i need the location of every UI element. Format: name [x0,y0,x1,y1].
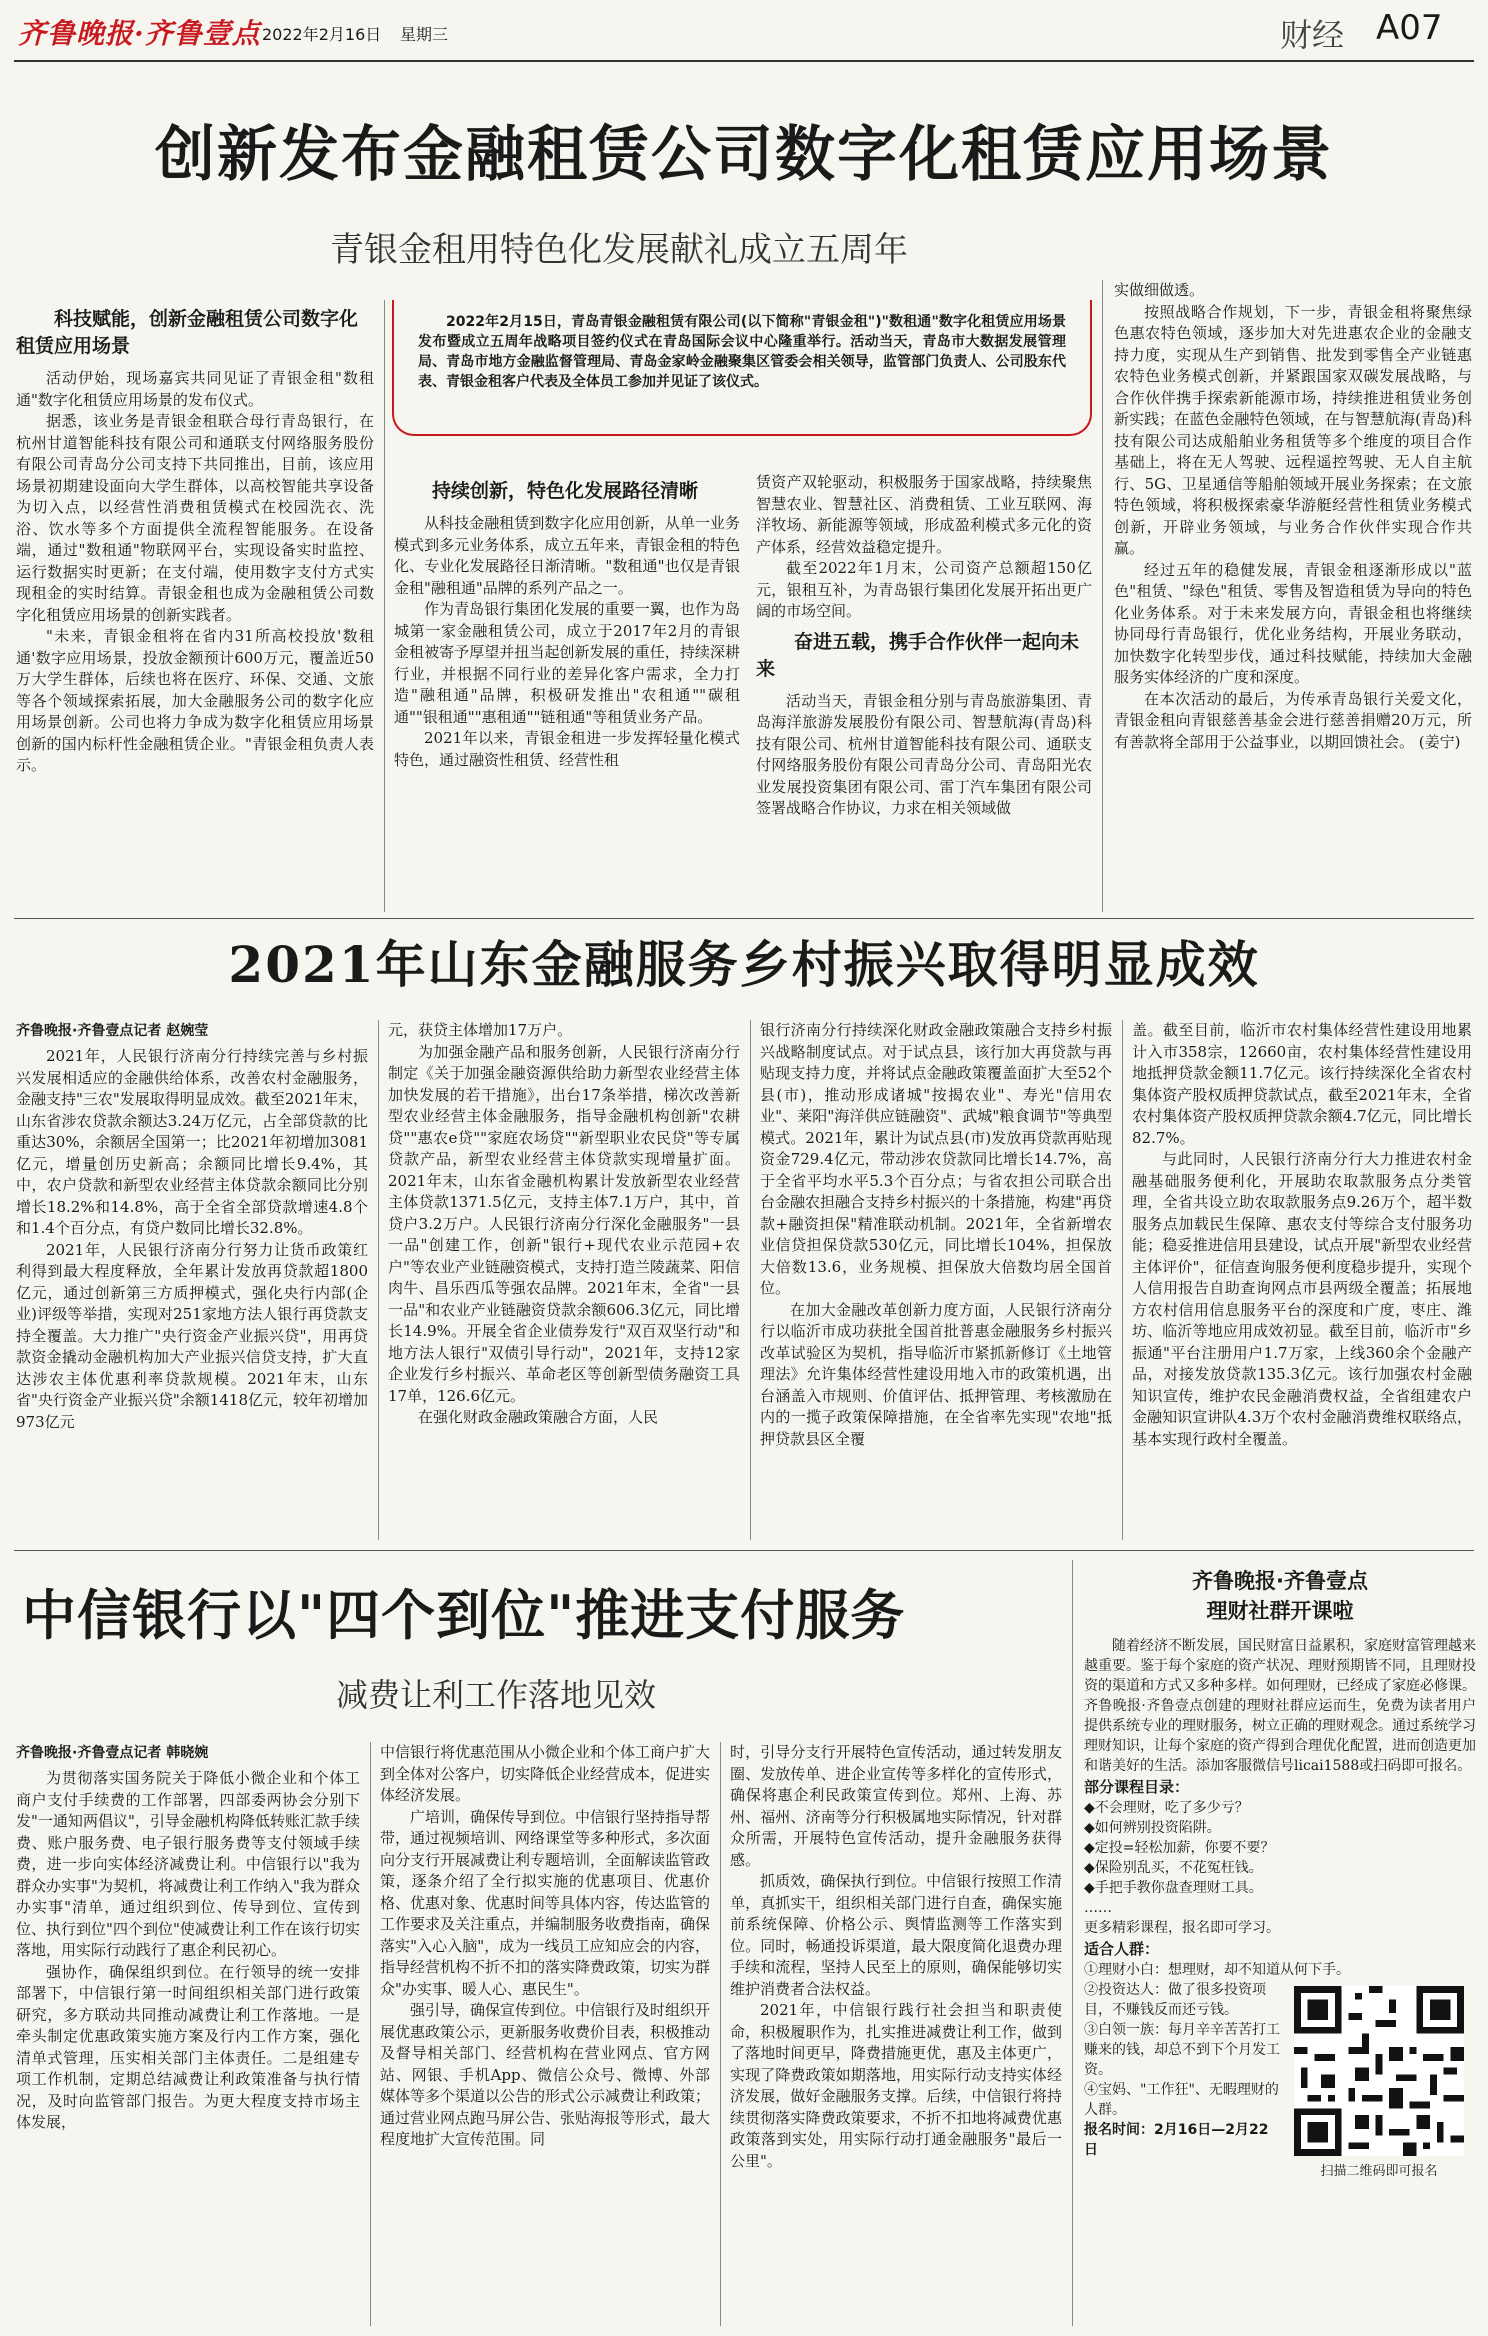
paragraph: 据悉，该业务是青银金租联合母行青岛银行，在杭州甘道智能科技有限公司和通联支付网络服务股份有限公司青岛分公司支持下共同推出，目前，该应用场景初期建设面向大学生群体，以高校智能共享设备为切入点，以经营性消费租赁模式在校园洗衣、洗浴、饮水等多个方面提供全流程智能服务。在设备端，通过"数租通"物联网平台，实现设备实时监控、运行数据实时更新；在支付端，使用数字支付方式实现租金的实时结算。青银金租也成为金融租赁公司数字化租赁应用场景的创新实践者。 [16,412,374,624]
paragraph: 抓质效，确保执行到位。中信银行按照工作清单，真抓实干，组织相关部门进行自查，确保实施前系统保障、价格公示、舆情监测等工作落实到位。同时，畅通投诉渠道，最大限度简化退费办理手续和流程，坚持人民至上的原则，确保能够切实维护消费者合法权益。 [730,1872,1062,1998]
section-name: 财经 [1280,16,1345,54]
course-item: ◆手把手教你盘查理财工具。 [1084,1880,1263,1896]
paragraph: 从科技金融租赁到数字化应用创新，从单一业务模式到多元业务体系，成立五年来，青银金租的特色化、专业化发展路径日渐清晰。"数租通"也仅是青银金租"融租通"品牌的系列产品之一。 [394,514,740,597]
sidebar-intro: 随着经济不断发展，国民财富日益累积，家庭财富管理越来越重要。鉴于每个家庭的资产状况、理财预期皆不同，且理财投资的渠道和方式又多种多样。如何理财，已经成了家庭必修课。齐鲁晚报·齐鲁壹点创建的理财社群应运而生，免费为读者用户提供系统专业的理财服务，树立正确的理财观念。通过系统学习理财知识，让每个家庭的资产得到合理优化配置，进而创造更加和谐美好的生活。添加客服微信号licai1588或扫码即可报名。 [1084,1638,1476,1774]
article1-col2-subhead: 持续创新，特色化发展路径清晰 [432,480,699,502]
paragraph: 2021年，人民银行济南分行持续完善与乡村振兴发展相适应的金融供给体系，改善农村金融服务，金融支持"三农"发展取得明显成效。截至2021年末，山东省涉农贷款余额达3.24万亿元，占全部贷款的比重达30%，余额居全国第一；比2021年初增加3081亿元，增量创历史新高；余额同比增长9.4%，其中，农户贷款和新型农业经营主体贷款余额同比分别增长18.2%和14.8%，高于全省全部贷款增速4.8个和1.4个百分点，有贷户数同比增长32.8%。 [16,1047,368,1237]
article2-col3 [760,1020,1112,1540]
paragraph: 时，引导分支行开展特色宣传活动，通过转发朋友圈、发放传单、进企业宣传等多样化的宣传形式，确保将惠企利民政策宣传到位。郑州、上海、苏州、福州、济南等分行积极属地实际情况，针对群众所需，开展特色宣传活动，提升金融服务获得感。 [730,1743,1062,1869]
paragraph: 实做细做透。 [1114,281,1205,299]
masthead-logo: 齐鲁晚报·齐鲁壹点 [18,17,261,50]
article1-subheadline: 青银金租用特色化发展献礼成立五周年 [330,230,908,270]
paragraph: 广培训，确保传导到位。中信银行坚持指导帮带，通过视频培训、网络课堂等多种形式，多次面向分支行开展减费让利专题培训，全面解读监管政策，逐条介绍了全行拟实施的优惠项目、优惠价格、优惠对象、优惠时间等具体内容，传达监管的工作要求及关注重点，并编制服务收费指南，确保落实"入心入脑"，成为一线员工应知应会的内容，指导经营机构不折不扣的落实降费政策，切实为群众"办实事、暖人心、惠民生"。 [380,1807,710,1998]
article1-col2 [394,472,740,912]
article3-col2 [380,1742,710,2326]
page-number: A07 [1376,8,1443,48]
article3-col3 [730,1742,1062,2326]
course-item: ◆保险别乱买，不花冤枉钱。 [1084,1860,1263,1876]
course-item: ◆定投=轻松加薪，你要不要？ [1084,1840,1275,1856]
paragraph: 活动当天，青银金租分别与青岛旅游集团、青岛海洋旅游发展股份有限公司、智慧航海(青岛)科技有限公司、杭州甘道智能科技有限公司、通联支付网络服务股份有限公司青岛分公司、青岛阳光农业发展投资集团有限公司、雷丁汽车集团有限公司签署战略合作协议，力求在相关领域做 [756,691,1092,817]
article2-headline: 2021年山东金融服务乡村振兴取得明显成效 [228,935,1260,994]
paragraph: 经过五年的稳健发展，青银金租逐渐形成以"蓝色"租赁、"绿色"租赁、零售及智造租赁为导向的特色化业务体系。对于未来发展方向，青银金租也将继续协同母行青岛银行，优化业务结构，开展业务联动，加快数字化转型步伐，通过科技赋能，持续加大金融服务实体经济的广度和深度。 [1114,560,1472,686]
sidebar-ellipsis: …… [1084,1900,1112,1916]
masthead-weekday: 星期三 [400,25,449,44]
article1-col3-subhead: 奋进五载，携手合作伙伴一起向未来 [756,630,1080,680]
paragraph: 与此同时，人民银行济南分行大力推进农村金融基础服务便利化，开展助农取款服务点分类管理，全省共设立助农取款服务点9.26万个，超半数服务点加载民生保障、惠农支付等综合支付服务功能；稳妥推进信用县建设，试点开展"新型农业经营主体评价"，征信查询服务便利度稳步提升，实现个人信用报告自助查询网点市县两级全覆盖；拓展地方农村信用信息服务平台的深度和广度，枣庄、潍坊、临沂等地应用成效初显。截至目前，临沂市"乡振通"平台注册用户1.7万家，上线360余个金融产品，对接发放贷款135.3亿元。该行加强农村金融知识宣传，维护农民金融消费权益，全省组建农户金融知识宣讲队4.3万个农村金融消费维权联络点，基本实现行政村全覆盖。 [1132,1150,1472,1448]
paragraph: 元，获贷主体增加17万户。 [388,1021,573,1039]
paragraph: 按照战略合作规划，下一步，青银金租将聚焦绿色惠农特色领域，逐步加大对先进惠农企业的金融支持力度，实现从生产到销售、批发到零售全产业链惠农特色业务模式创新，并紧跟国家双碳发展战略，与合作伙伴携手探索新能源市场，持续推进租赁业务创新实践；在蓝色金融特色领域，在与智慧航海(青岛)科技有限公司达成船舶业务租赁等多个维度的项目合作基础上，将在无人驾驶、远程遥控驾驶、无人自主航行、5G、卫星通信等船舶领域开展业务探索；在文旅特色领域，将积极探索豪华游艇经营性租赁业务模式创新，开辟业务领域，与业务合作伙伴实现合作共赢。 [1114,302,1472,557]
paragraph: 2021年以来，青银金租进一步发挥轻量化模式特色，通过融资性租赁、经营性租 [394,729,740,769]
audience-item: ③白领一族：每月辛辛苦苦打工赚来的钱，却总不到下个月发工资。 [1084,2022,1280,2078]
sidebar-box [1084,1566,1476,2328]
qr-caption: 扫描二维码即可报名 [1320,2164,1438,2179]
article2-col2 [388,1020,740,1540]
qr-code[interactable] [1294,1986,1464,2156]
paragraph: 活动伊始，现场嘉宾共同见证了青银金租"数租通"数字化租赁应用场景的发布仪式。 [16,369,374,409]
article1-col4 [1114,280,1472,912]
course-item: ◆不会理财，吃了多少亏？ [1084,1800,1249,1816]
article3-subheadline: 减费让利工作落地见效 [336,1676,657,1714]
paragraph: 2021年，中信银行践行社会担当和职责使命，积极履职作为，扎实推进减费让利工作，做到了落地时间更早，降费措施更优，惠及主体更广，实现了降费政策如期落地，用实际行动支持实体经济发展，做好金融服务支撑。后续，中信银行将持续贯彻落实降费政策要求，不折不扣地将减费优惠政策落到实处，用实际行动打通金融服务"最后一公里"。 [730,2001,1062,2170]
audience-item: ①理财小白：想理财，却不知道从何下手。 [1084,1962,1350,1978]
paragraph: 2021年，人民银行济南分行努力让货币政策红利得到最大程度释放，全年累计发放再贷款超1800亿元，通过创新第三方质押模式，强化央行内部(企业)评级等举措，实现对251家地方法人银行再贷款支持全覆盖。大力推广"央行资金产业振兴贷"，用再贷款资金撬动金融机构加大产业振兴信贷支持，扩大直达涉农主体优惠利率贷款规模。2021年末，山东省"央行资金产业振兴贷"余额1418亿元，较年初增加973亿元 [16,1240,368,1431]
article3-byline: 齐鲁晚报·齐鲁壹点记者 韩晓婉 [16,1745,209,1761]
paragraph: "未来，青银金租将在省内31所高校投放'数租通'数字应用场景，投放金额预计600万元，覆盖近50万大学生群体，后续也将在医疗、环保、交通、文旅等各个领域探索拓展，加大金融服务公司的数字化应用场景创新。公司也将力争成为数字化租赁应用场景创新的国内标杆性金融租赁企业。"青银金租负责人表示。 [16,627,374,774]
paragraph: 盖。截至目前，临沂市农村集体经营性建设用地累计入市358宗，12660亩，农村集体经营性建设用地抵押贷款金额11.7亿元。该行持续深化全省农村集体资产股权质押贷款试点，截至2021年末，全省农村集体资产股权质押贷款余额4.7亿元，同比增长82.7%。 [1132,1021,1472,1147]
masthead-rule [14,60,1474,62]
article3-col1 [16,1742,360,2326]
article1-headline: 创新发布金融租赁公司数字化租赁应用场景 [155,120,1333,190]
course-item: ◆如何辨别投资陷阱。 [1084,1820,1221,1836]
paragraph: 银行济南分行持续深化财政金融政策融合支持乡村振兴战略制度试点。对于试点县，该行加大再贷款与再贴现支持力度，并将试点金融政策覆盖面扩大至52个县(市)，推动形成诸城"按揭农业"、寿光"信用农业"、莱阳"海洋供应链融资"、武城"粮食调节"等典型模式。2021年，累计为试点县(市)发放再贷款再贴现资金729.4亿元，带动涉农贷款同比增长14.7%，高于全省平均水平5.3个百分点；与省农担公司联合出台金融农担融合支持乡村振兴的十条措施，构建"再贷款+融资担保"精准联动机制。2021年，全省新增农业信贷担保贷款530亿元，同比增长104%，担保放大倍数13.6，业务规模、担保放大倍数均居全国首位。 [760,1021,1112,1297]
paragraph: 截至2022年1月末，公司资产总额超150亿元，银租互补，为青岛银行集团化发展开拓出更广阔的市场空间。 [756,559,1092,620]
audience-item: ②投资达人：做了很多投资项目，不赚钱反而还亏钱。 [1084,1982,1266,2018]
paragraph: 赁资产双轮驱动，积极服务于国家战略，持续聚焦智慧农业、智慧社区、消费租赁、工业互联网、海洋牧场、新能源等领域，形成盈利模式多元化的资产体系，经营效益稳定提升。 [756,473,1092,556]
sidebar-signup: 报名时间：2月16日—2月22日 [1084,2122,1269,2158]
sidebar-courses-title: 部分课程目录： [1084,1778,1190,1796]
masthead-date: 2022年2月16日 [262,25,382,44]
sidebar-title1: 齐鲁晚报·齐鲁壹点 [1192,1569,1368,1593]
paragraph: 作为青岛银行集团化发展的重要一翼，也作为岛城第一家金融租赁公司，成立于2017年2月的青银金租被寄予厚望并扭当起创新发展的重任，持续深耕行业，并根据不同行业的差异化客户需求，全力打造"融租通"品牌，积极研发推出"农租通""碳租通""银租通""惠租通""链租通"等租赁业务产品。 [394,600,740,726]
paragraph: 为贯彻落实国务院关于降低小微企业和个体工商户支付手续费的工作部署，四部委两协会分别下发"一通知两倡议"，引导金融机构降低转账汇款手续费、账户服务费、电子银行服务费等支付领域手续费，进一步向实体经济减费让利。中信银行以"我为群众办实事"为契机，将减费让利工作纳入"我为群众办实事"清单，通过组织到位、传导到位、宣传到位、执行到位"四个到位"使减费让利工作在该行切实落地，用实际行动践行了惠企利民初心。 [16,1769,360,1959]
paragraph: 在强化财政金融政策融合方面，人民 [418,1408,659,1426]
sidebar-title2: 理财社群开课啦 [1206,1599,1354,1623]
paragraph: 强引导，确保宣传到位。中信银行及时组织开展优惠政策公示，更新服务收费价目表，积极推动及督导相关部门、经营机构在营业网点、官方网站、网银、手机App、微信公众号、微博、外部媒体等多个渠道以公告的形式公示减费让利政策；通过营业网点跑马屏公告、张贴海报等形式，最大程度地扩大宣传范围。同 [380,2001,710,2148]
audience-item: ④宝妈、"工作狂"、无暇理财的人群。 [1084,2082,1279,2118]
article1-lead-box [392,300,1092,436]
article1-lead: 2022年2月15日，青岛青银金融租赁有限公司(以下简称"青银金租")"数租通"数字化租赁应用场景发布暨成立五周年战略项目签约仪式在青岛国际会议中心隆重举行。活动当天，青岛市大数据发展管理局、青岛市地方金融监督管理局、青岛金家岭金融聚集区管委会相关领导，监管部门负责人、公司股东代表、青银金租客户代表及全体员工参加并见证了该仪式。 [418,314,1066,390]
article1-col1 [16,300,374,912]
article2-col1 [16,1020,368,1540]
paragraph: 强协作，确保组织到位。在行领导的统一安排部署下，中信银行第一时间组织相关部门进行政策研究，多方联动共同推动减费让利工作落地。一是牵头制定优惠政策实施方案及行内工作方案，强化清单式管理，压实相关部门主体责任。二是组建专项工作机制，定期总结减费让利政策准备与执行情况，及时向监管部门报告。为更大程度支持市场主体发展， [16,1962,360,2131]
paragraph: 在本次活动的最后，为传承青岛银行关爱文化，青银金租向青银慈善基金会进行慈善捐赠20万元，所有善款将全部用于公益事业，以期回馈社会。 (姜宁) [1114,689,1472,751]
paragraph: 为加强金融产品和服务创新，人民银行济南分行制定《关于加强金融资源供给助力新型农业经营主体加快发展的若干措施》，出台17条举措，梯次改善新型农业经营主体金融服务，指导金融机构创新"农耕贷""惠农e贷""家庭农场贷""新型职业农民贷"等专属贷款产品，新型农业经营主体贷款实现增量扩面。2021年末，山东省金融机构累计发放新型农业经营主体贷款1371.5亿元，支持主体7.1万户，其中，首贷户3.2万户。人民银行济南分行深化金融服务"一县一品"创建工作，创新"银行+现代农业示范园+农户"等农业产业链融资模式，支持打造兰陵蔬菜、阳信肉牛、昌乐西瓜等强农品牌。2021年末，全省"一县一品"和农业产业链融资贷款余额606.3亿元，同比增长14.9%。开展全省企业债券发行"双百双坚行动"和地方法人银行"双债引导行动"，2021年，支持12家企业发行乡村振兴、革命老区等创新型债务融资工具17单，126.6亿元。 [388,1042,740,1405]
article1-col3 [756,472,1092,912]
paragraph: 在加大金融改革创新力度方面，人民银行济南分行以临沂市成功获批全国首批普惠金融服务乡村振兴改革试验区为契机，指导临沂市紧抓新修订《土地管理法》允许集体经营性建设用地入市的政策机遇，出台涵盖入市规则、价值评估、抵押管理、考核激励在内的一揽子政策保障措施，在全省率先实现"农地"抵押贷款县区全覆 [760,1300,1112,1448]
sidebar-more: 更多精彩课程，报名即可学习。 [1084,1920,1280,1936]
article1-col1-subhead: 科技赋能，创新金融租赁公司数字化租赁应用场景 [16,308,359,357]
article3-headline: 中信银行以"四个到位"推进支付服务 [22,1583,906,1647]
sidebar-audience-title: 适合人群： [1084,1940,1160,1958]
article2-byline: 齐鲁晚报·齐鲁壹点记者 赵婉莹 [16,1023,209,1039]
article2-col4 [1132,1020,1472,1540]
masthead [0,0,1488,62]
paragraph: 中信银行将优惠范围从小微企业和个体工商户扩大到全体对公客户，切实降低企业经营成本，促进实体经济发展。 [380,1743,710,1804]
